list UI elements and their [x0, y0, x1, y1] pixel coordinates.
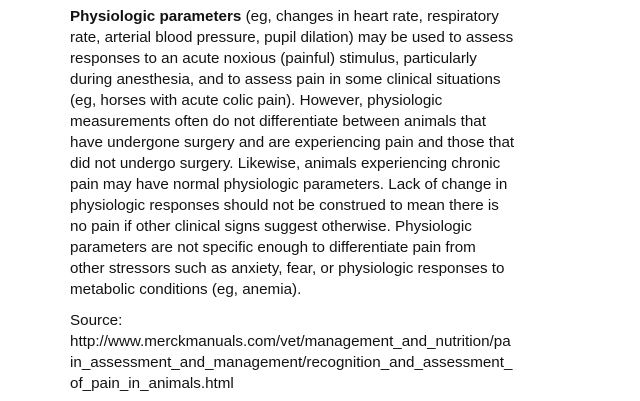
paragraph-line: pain may have normal physiologic parameters. Lack of change in: [70, 176, 508, 193]
main-paragraph: [70, 6, 540, 300]
lead-term: Physiologic parameters: [70, 8, 242, 25]
source-url-line: of_pain_in_animals.html: [70, 375, 234, 392]
paragraph-line: measurements often do not differentiate between animals that: [70, 113, 486, 130]
source-block: [70, 310, 540, 394]
paragraph-line: (eg, horses with acute colic pain). However, physiologic: [70, 92, 443, 109]
paragraph-line: other stressors such as anxiety, fear, or physiologic responses to: [70, 260, 505, 277]
paragraph-line: did not undergo surgery. Likewise, animals experiencing chronic: [70, 155, 501, 172]
paragraph-line: physiologic responses should not be construed to mean there is: [70, 197, 499, 214]
paragraph-line: rate, arterial blood pressure, pupil dilation) may be used to assess: [70, 29, 514, 46]
document-body: [70, 6, 540, 394]
paragraph-line: metabolic conditions (eg, anemia).: [70, 281, 302, 298]
paragraph-line-text: (eg, changes in heart rate, respiratory: [241, 8, 499, 25]
paragraph-line: no pain if other clinical signs suggest otherwise. Physiologic: [70, 218, 472, 235]
source-url-line: in_assessment_and_management/recognition_and_assessment_: [70, 354, 513, 371]
paragraph-line: during anesthesia, and to assess pain in some clinical situations: [70, 71, 501, 88]
paragraph-line: parameters are not specific enough to differentiate pain from: [70, 239, 476, 256]
source-url-line: http://www.merckmanuals.com/vet/management_and_nutrition/pa: [70, 333, 511, 350]
source-label: Source:: [70, 312, 123, 329]
paragraph-line: responses to an acute noxious (painful) stimulus, particularly: [70, 50, 477, 67]
paragraph-line: have undergone surgery and are experiencing pain and those that: [70, 134, 515, 151]
paragraph-line: [70, 6, 540, 27]
